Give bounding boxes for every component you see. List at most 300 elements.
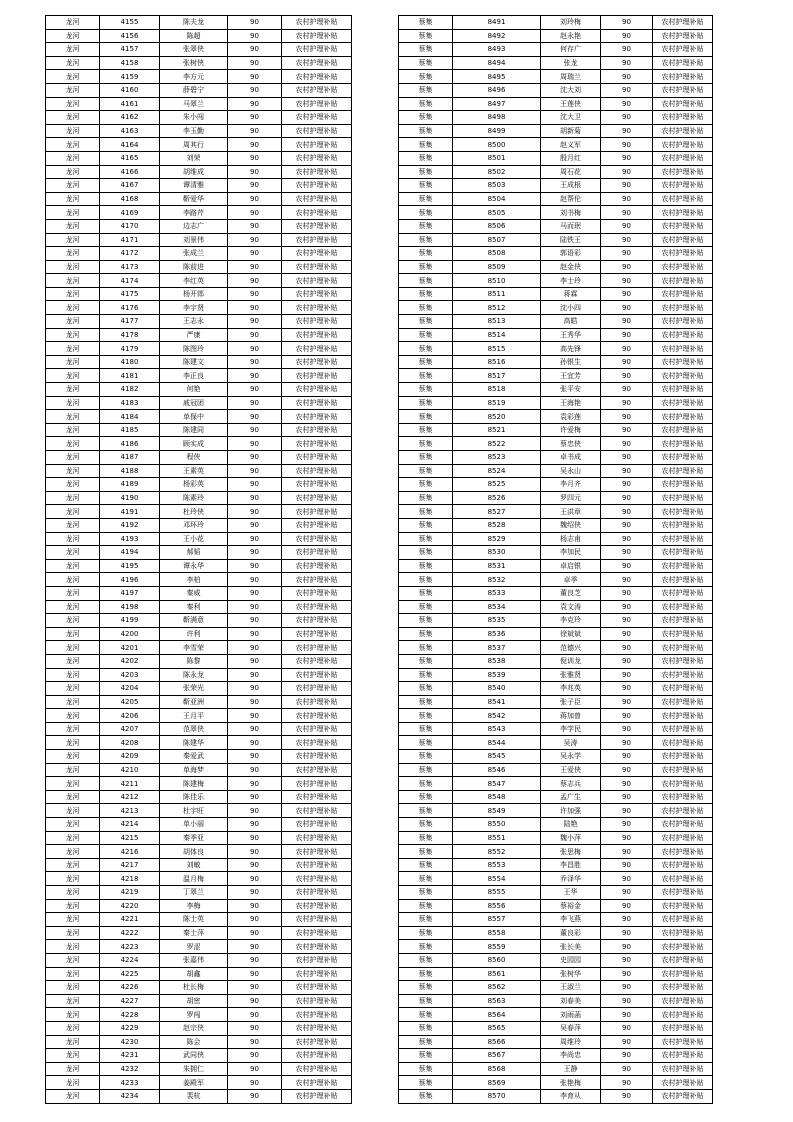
town-cell: 龙河	[46, 872, 100, 886]
id-cell: 4199	[100, 614, 160, 628]
id-cell: 4210	[100, 763, 160, 777]
amount-cell: 90	[601, 981, 653, 995]
name-cell: 陈前进	[160, 260, 228, 274]
table-row	[399, 464, 713, 478]
name-cell: 王宜芳	[541, 369, 601, 383]
subsidy-type-cell: 农村护理补贴	[653, 872, 713, 886]
table-row	[399, 1008, 713, 1022]
name-cell: 赵帮伦	[541, 192, 601, 206]
amount-cell: 90	[228, 219, 282, 233]
table-row	[399, 641, 713, 655]
table-row	[46, 478, 352, 492]
name-cell: 邓环玲	[160, 518, 228, 532]
name-cell: 李路芹	[160, 206, 228, 220]
table-row	[399, 138, 713, 152]
town-cell: 蔡集	[399, 396, 453, 410]
amount-cell: 90	[228, 410, 282, 424]
amount-cell: 90	[228, 192, 282, 206]
town-cell: 蔡集	[399, 355, 453, 369]
town-cell: 龙河	[46, 518, 100, 532]
table-row	[46, 654, 352, 668]
table-row	[399, 491, 713, 505]
amount-cell: 90	[228, 518, 282, 532]
subsidy-type-cell: 农村护理补贴	[282, 546, 352, 560]
table-row	[46, 600, 352, 614]
id-cell: 4215	[100, 831, 160, 845]
town-cell: 蔡集	[399, 124, 453, 138]
table-row	[46, 451, 352, 465]
table-row	[399, 219, 713, 233]
name-cell: 陆铁王	[541, 233, 601, 247]
amount-cell: 90	[228, 70, 282, 84]
subsidy-type-cell: 农村护理补贴	[653, 858, 713, 872]
town-cell: 蔡集	[399, 410, 453, 424]
name-cell: 张艳梅	[541, 1076, 601, 1090]
amount-cell: 90	[601, 233, 653, 247]
table-row	[399, 97, 713, 111]
table-row	[399, 546, 713, 560]
name-cell: 陆艳	[541, 818, 601, 832]
id-cell: 4212	[100, 790, 160, 804]
amount-cell: 90	[228, 206, 282, 220]
amount-cell: 90	[228, 695, 282, 709]
name-cell: 王素英	[160, 464, 228, 478]
town-cell: 蔡集	[399, 138, 453, 152]
table-row	[46, 858, 352, 872]
table-row	[46, 627, 352, 641]
amount-cell: 90	[601, 151, 653, 165]
id-cell: 8501	[453, 151, 541, 165]
id-cell: 8520	[453, 410, 541, 424]
id-cell: 8568	[453, 1062, 541, 1076]
town-cell: 蔡集	[399, 818, 453, 832]
id-cell: 8561	[453, 967, 541, 981]
id-cell: 8528	[453, 518, 541, 532]
id-cell: 8547	[453, 777, 541, 791]
table-row	[399, 790, 713, 804]
table-row	[399, 518, 713, 532]
amount-cell: 90	[228, 138, 282, 152]
name-cell: 杜长梅	[160, 981, 228, 995]
town-cell: 蔡集	[399, 451, 453, 465]
subsidy-type-cell: 农村护理补贴	[282, 614, 352, 628]
table-row	[46, 396, 352, 410]
name-cell: 范德兴	[541, 641, 601, 655]
table-row	[399, 151, 713, 165]
name-cell: 靳亚洲	[160, 695, 228, 709]
name-cell: 王秀华	[541, 328, 601, 342]
amount-cell: 90	[601, 682, 653, 696]
amount-cell: 90	[228, 179, 282, 193]
table-row	[399, 777, 713, 791]
name-cell: 李梅	[160, 899, 228, 913]
name-cell: 许加强	[541, 804, 601, 818]
town-cell: 龙河	[46, 586, 100, 600]
subsidy-type-cell: 农村护理补贴	[282, 274, 352, 288]
name-cell: 吴涛	[541, 736, 601, 750]
id-cell: 8527	[453, 505, 541, 519]
id-cell: 8560	[453, 953, 541, 967]
amount-cell: 90	[228, 451, 282, 465]
name-cell: 蔡志兵	[541, 777, 601, 791]
amount-cell: 90	[601, 423, 653, 437]
town-cell: 蔡集	[399, 777, 453, 791]
name-cell: 罗涩	[160, 940, 228, 954]
name-cell: 杨志甫	[541, 532, 601, 546]
town-cell: 龙河	[46, 423, 100, 437]
town-cell: 蔡集	[399, 233, 453, 247]
town-cell: 龙河	[46, 410, 100, 424]
subsidy-type-cell: 农村护理补贴	[653, 301, 713, 315]
town-cell: 蔡集	[399, 505, 453, 519]
amount-cell: 90	[601, 641, 653, 655]
id-cell: 8496	[453, 83, 541, 97]
amount-cell: 90	[601, 83, 653, 97]
table-row	[46, 818, 352, 832]
amount-cell: 90	[601, 274, 653, 288]
name-cell: 陈夫龙	[160, 16, 228, 30]
subsidy-type-cell: 农村护理补贴	[653, 695, 713, 709]
town-cell: 蔡集	[399, 926, 453, 940]
id-cell: 4156	[100, 29, 160, 43]
name-cell: 李正良	[160, 369, 228, 383]
name-cell: 刘玲梅	[541, 16, 601, 30]
id-cell: 8505	[453, 206, 541, 220]
table-row	[399, 913, 713, 927]
town-cell: 蔡集	[399, 478, 453, 492]
amount-cell: 90	[228, 804, 282, 818]
table-row	[46, 872, 352, 886]
name-cell: 李宇贤	[160, 301, 228, 315]
id-cell: 4202	[100, 654, 160, 668]
table-row	[46, 437, 352, 451]
amount-cell: 90	[601, 138, 653, 152]
name-cell: 沈大刘	[541, 83, 601, 97]
table-row	[399, 383, 713, 397]
amount-cell: 90	[601, 1062, 653, 1076]
subsidy-type-cell: 农村护理补贴	[282, 1049, 352, 1063]
subsidy-type-cell: 农村护理补贴	[653, 165, 713, 179]
subsidy-type-cell: 农村护理补贴	[653, 559, 713, 573]
subsidy-type-cell: 农村护理补贴	[653, 682, 713, 696]
table-row	[399, 179, 713, 193]
name-cell: 陈图玲	[160, 342, 228, 356]
name-cell: 赵义军	[541, 138, 601, 152]
table-row	[399, 573, 713, 587]
amount-cell: 90	[601, 192, 653, 206]
id-cell: 4182	[100, 383, 160, 397]
name-cell: 卓季	[541, 573, 601, 587]
table-row	[399, 423, 713, 437]
subsidy-type-cell: 农村护理补贴	[282, 410, 352, 424]
table-row	[46, 777, 352, 791]
table-row	[399, 872, 713, 886]
subsidy-type-cell: 农村护理补贴	[282, 1035, 352, 1049]
subsidy-type-cell: 农村护理补贴	[653, 478, 713, 492]
id-cell: 8511	[453, 287, 541, 301]
name-cell: 杨彩英	[160, 478, 228, 492]
town-cell: 蔡集	[399, 342, 453, 356]
table-row	[46, 247, 352, 261]
amount-cell: 90	[228, 233, 282, 247]
table-row	[399, 1035, 713, 1049]
table-row	[46, 464, 352, 478]
id-cell: 4205	[100, 695, 160, 709]
id-cell: 8545	[453, 750, 541, 764]
town-cell: 龙河	[46, 1062, 100, 1076]
town-cell: 蔡集	[399, 179, 453, 193]
name-cell: 沈大卫	[541, 111, 601, 125]
town-cell: 蔡集	[399, 97, 453, 111]
table-row	[46, 29, 352, 43]
name-cell: 王小花	[160, 532, 228, 546]
town-cell: 龙河	[46, 29, 100, 43]
subsidy-type-cell: 农村护理补贴	[282, 301, 352, 315]
name-cell: 王华	[541, 886, 601, 900]
subsidy-type-cell: 农村护理补贴	[653, 1076, 713, 1090]
subsidy-type-cell: 农村护理补贴	[282, 695, 352, 709]
subsidy-type-cell: 农村护理补贴	[282, 750, 352, 764]
amount-cell: 90	[228, 559, 282, 573]
id-cell: 8499	[453, 124, 541, 138]
id-cell: 8534	[453, 600, 541, 614]
name-cell: 胡鑫	[160, 967, 228, 981]
town-cell: 龙河	[46, 165, 100, 179]
name-cell: 张荣光	[160, 682, 228, 696]
amount-cell: 90	[601, 437, 653, 451]
id-cell: 8500	[453, 138, 541, 152]
table-row	[46, 70, 352, 84]
table-row	[399, 16, 713, 30]
town-cell: 龙河	[46, 1008, 100, 1022]
subsidy-type-cell: 农村护理补贴	[653, 260, 713, 274]
table-row	[46, 831, 352, 845]
id-cell: 4203	[100, 668, 160, 682]
town-cell: 龙河	[46, 16, 100, 30]
table-row	[399, 315, 713, 329]
amount-cell: 90	[601, 1008, 653, 1022]
name-cell: 张树华	[541, 967, 601, 981]
amount-cell: 90	[601, 940, 653, 954]
id-cell: 8565	[453, 1021, 541, 1035]
town-cell: 蔡集	[399, 586, 453, 600]
name-cell: 郝韬	[160, 546, 228, 560]
town-cell: 蔡集	[399, 627, 453, 641]
table-row	[46, 736, 352, 750]
id-cell: 8559	[453, 940, 541, 954]
town-cell: 蔡集	[399, 790, 453, 804]
town-cell: 蔡集	[399, 709, 453, 723]
amount-cell: 90	[601, 695, 653, 709]
town-cell: 蔡集	[399, 845, 453, 859]
amount-cell: 90	[601, 165, 653, 179]
name-cell: 许爱梅	[541, 423, 601, 437]
town-cell: 龙河	[46, 43, 100, 57]
amount-cell: 90	[228, 777, 282, 791]
table-row	[46, 1076, 352, 1090]
table-row	[46, 233, 352, 247]
name-cell: 马而珉	[541, 219, 601, 233]
name-cell: 赵永艳	[541, 29, 601, 43]
subsidy-type-cell: 农村护理补贴	[282, 478, 352, 492]
town-cell: 蔡集	[399, 1035, 453, 1049]
town-cell: 龙河	[46, 233, 100, 247]
subsidy-type-cell: 农村护理补贴	[653, 505, 713, 519]
subsidy-type-cell: 农村护理补贴	[282, 287, 352, 301]
subsidy-type-cell: 农村护理补贴	[653, 315, 713, 329]
id-cell: 4200	[100, 627, 160, 641]
town-cell: 龙河	[46, 994, 100, 1008]
amount-cell: 90	[228, 29, 282, 43]
table-row	[46, 750, 352, 764]
table-row	[399, 369, 713, 383]
town-cell: 龙河	[46, 369, 100, 383]
id-cell: 4231	[100, 1049, 160, 1063]
town-cell: 龙河	[46, 913, 100, 927]
town-cell: 蔡集	[399, 369, 453, 383]
subsidy-type-cell: 农村护理补贴	[653, 342, 713, 356]
amount-cell: 90	[228, 953, 282, 967]
town-cell: 蔡集	[399, 886, 453, 900]
amount-cell: 90	[601, 872, 653, 886]
id-cell: 4211	[100, 777, 160, 791]
id-cell: 4191	[100, 505, 160, 519]
town-cell: 龙河	[46, 953, 100, 967]
subsidy-type-cell: 农村护理补贴	[282, 111, 352, 125]
subsidy-type-cell: 农村护理补贴	[653, 16, 713, 30]
amount-cell: 90	[228, 1049, 282, 1063]
table-row	[46, 165, 352, 179]
subsidy-type-cell: 农村护理补贴	[653, 940, 713, 954]
subsidy-type-cell: 农村护理补贴	[282, 260, 352, 274]
table-row	[399, 926, 713, 940]
table-row	[46, 695, 352, 709]
table-row	[399, 192, 713, 206]
subsidy-type-cell: 农村护理补贴	[282, 355, 352, 369]
amount-cell: 90	[228, 43, 282, 57]
id-cell: 4220	[100, 899, 160, 913]
amount-cell: 90	[601, 355, 653, 369]
subsidy-type-cell: 农村护理补贴	[282, 1021, 352, 1035]
table-row	[46, 301, 352, 315]
id-cell: 8563	[453, 994, 541, 1008]
table-row	[46, 518, 352, 532]
subsidy-type-cell: 农村护理补贴	[282, 953, 352, 967]
amount-cell: 90	[601, 709, 653, 723]
amount-cell: 90	[228, 899, 282, 913]
amount-cell: 90	[601, 383, 653, 397]
amount-cell: 90	[228, 16, 282, 30]
town-cell: 蔡集	[399, 641, 453, 655]
id-cell: 8503	[453, 179, 541, 193]
subsidy-type-cell: 农村护理补贴	[282, 369, 352, 383]
table-row	[399, 831, 713, 845]
name-cell: 殷月红	[541, 151, 601, 165]
table-row	[46, 410, 352, 424]
name-cell: 魏绍侠	[541, 518, 601, 532]
id-cell: 8509	[453, 260, 541, 274]
table-row	[46, 953, 352, 967]
subsidy-type-cell: 农村护理补贴	[282, 654, 352, 668]
town-cell: 龙河	[46, 70, 100, 84]
id-cell: 8553	[453, 858, 541, 872]
id-cell: 4219	[100, 886, 160, 900]
subsidy-type-cell: 农村护理补贴	[653, 233, 713, 247]
name-cell: 吴春萍	[541, 1021, 601, 1035]
subsidy-type-cell: 农村护理补贴	[282, 179, 352, 193]
town-cell: 龙河	[46, 858, 100, 872]
table-row	[46, 532, 352, 546]
id-cell: 4188	[100, 464, 160, 478]
amount-cell: 90	[601, 179, 653, 193]
table-row	[399, 287, 713, 301]
table-row	[46, 926, 352, 940]
id-cell: 8526	[453, 491, 541, 505]
id-cell: 4227	[100, 994, 160, 1008]
id-cell: 8546	[453, 763, 541, 777]
subsidy-type-cell: 农村护理补贴	[282, 777, 352, 791]
amount-cell: 90	[601, 464, 653, 478]
id-cell: 8531	[453, 559, 541, 573]
subsidy-type-cell: 农村护理补贴	[282, 219, 352, 233]
name-cell: 陈佳乐	[160, 790, 228, 804]
amount-cell: 90	[228, 573, 282, 587]
id-cell: 8544	[453, 736, 541, 750]
id-cell: 8540	[453, 682, 541, 696]
town-cell: 龙河	[46, 111, 100, 125]
name-cell: 倪训龙	[541, 654, 601, 668]
id-cell: 8554	[453, 872, 541, 886]
amount-cell: 90	[601, 790, 653, 804]
town-cell: 龙河	[46, 750, 100, 764]
table-row	[399, 247, 713, 261]
amount-cell: 90	[228, 845, 282, 859]
town-cell: 蔡集	[399, 423, 453, 437]
name-cell: 杨开郎	[160, 287, 228, 301]
town-cell: 蔡集	[399, 736, 453, 750]
id-cell: 4214	[100, 818, 160, 832]
amount-cell: 90	[601, 301, 653, 315]
table-row	[399, 29, 713, 43]
table-row	[399, 614, 713, 628]
table-row	[399, 600, 713, 614]
town-cell: 龙河	[46, 831, 100, 845]
name-cell: 陈黎	[160, 654, 228, 668]
id-cell: 8497	[453, 97, 541, 111]
id-cell: 8548	[453, 790, 541, 804]
name-cell: 张思梅	[541, 845, 601, 859]
name-cell: 姜殿军	[160, 1076, 228, 1090]
amount-cell: 90	[228, 355, 282, 369]
table-row	[399, 111, 713, 125]
table-row	[46, 83, 352, 97]
table-row	[399, 301, 713, 315]
amount-cell: 90	[601, 586, 653, 600]
name-cell: 张雅贤	[541, 668, 601, 682]
amount-cell: 90	[228, 600, 282, 614]
town-cell: 蔡集	[399, 247, 453, 261]
subsidy-type-cell: 农村护理补贴	[653, 287, 713, 301]
town-cell: 蔡集	[399, 899, 453, 913]
table-row	[46, 763, 352, 777]
town-cell: 蔡集	[399, 260, 453, 274]
town-cell: 龙河	[46, 736, 100, 750]
subsidy-type-cell: 农村护理补贴	[653, 124, 713, 138]
id-cell: 8564	[453, 1008, 541, 1022]
amount-cell: 90	[228, 369, 282, 383]
id-cell: 4173	[100, 260, 160, 274]
table-row	[399, 56, 713, 70]
